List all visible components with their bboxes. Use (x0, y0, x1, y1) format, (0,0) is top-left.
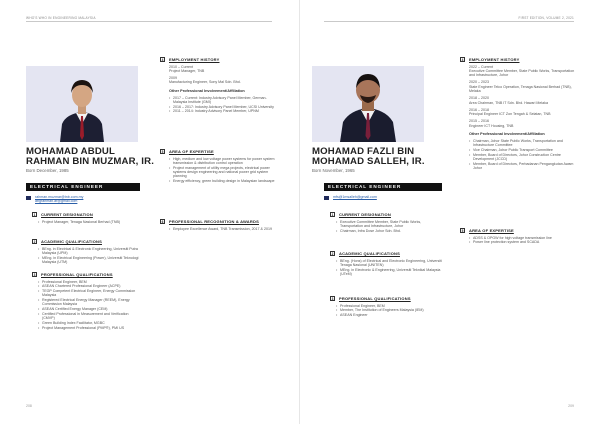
section-title: ACADEMIC QUALIFICATIONS (339, 251, 400, 256)
section-number: 5 (461, 228, 464, 233)
running-header: WHO'S WHO IN ENGINEERING MALAYSIA (26, 16, 96, 20)
list-item: • Chairman, Infra Dose Johor Sdn. Bhd. (336, 229, 445, 233)
email-icon (324, 196, 329, 200)
section-title: PROFESSIONAL QUALIFICATIONS (339, 296, 411, 301)
section-current-designation (32, 212, 142, 224)
list-item: • Vice Chairman, Johor Public Transport Committee (469, 148, 578, 152)
section-title: CURRENT DESIGNATION (41, 212, 93, 217)
person-name-line1: MOHAMAD ABDUL (26, 146, 115, 157)
right-page (300, 0, 600, 424)
employment-years: 2022 – Current (469, 64, 493, 69)
employment-years: 2020 – 2023 (469, 80, 489, 85)
section-title: EMPLOYMENT HISTORY (169, 57, 220, 62)
employment-role: Executive Committee Member, State Public Works, Transportation and Infrastructure, Johor (469, 68, 575, 78)
list-item: • Certified Professional in Measurement and Verification (CMVP) (38, 312, 142, 321)
list-item: • 2016 – 2017: Industry Advisory Panel Member, UCSI University (169, 105, 280, 109)
list-item: • MEng. in Electronic & Engineering, Universiti Teknikal Malaysia (UTeM) (336, 268, 445, 277)
affiliation-subtitle: Other Professional Involvement/Affiliation (169, 88, 245, 93)
person-name-line2: MOHAMAD SALLEH, IR. (312, 156, 425, 167)
list-item: • Executive Committee Member, State Public Works, Transportation and Infrastructure, Johor (336, 220, 445, 229)
section-title: PROFESSIONAL RECOGNITION & AWARDS (169, 219, 259, 224)
list-item: • Member, Board of Directors, Johor Construction Centre Development (JCCD) (469, 153, 578, 162)
employment-role: Principal Engineer ICT Zon Tengah & Selatan, TNB (469, 112, 551, 117)
list-item: • Project Manager, Tenaga Nasional Berhad (TNB) (38, 220, 142, 224)
email-row (324, 195, 377, 200)
section-number: 3 (33, 272, 36, 277)
employment-role: Engineer ICT Housing, TNB (469, 123, 514, 128)
running-header: FIRST EDITION, VOLUME 2, 2021 (518, 16, 574, 20)
section-number: 4 (461, 57, 464, 62)
list-item: • Employee Excellence Award, TNB Transmission, 2017 & 2019 (169, 227, 280, 231)
section-recognition-awards (160, 219, 280, 231)
list-item: • Registered Electrical Energy Manager (REEM), Energy Commission Malaysia (38, 298, 142, 307)
section-academic-qualifications (32, 239, 142, 265)
list-item: • Chairman, Johor State Public Works, Transportation and Infrastructure Committee (469, 139, 578, 148)
profile-photo (26, 66, 138, 142)
section-number: 1 (331, 212, 334, 217)
role-banner: ELECTRICAL ENGINEER (324, 183, 442, 191)
list-item: • ADSS & OPGW for high voltage transmission line (469, 236, 578, 240)
section-title: AREA OF EXPERTISE (469, 228, 514, 233)
section-professional-qualifications (32, 272, 142, 331)
section-title: AREA OF EXPERTISE (169, 149, 214, 154)
section-title: EMPLOYMENT HISTORY (469, 57, 520, 62)
list-item: • BEng. in Electrical & Electronic Engineering, Universiti Putra Malaysia (UPM) (38, 247, 142, 256)
section-title: ACADEMIC QUALIFICATIONS (41, 239, 102, 244)
employment-years: 2009 (169, 76, 177, 81)
page-number: 208 (26, 404, 32, 408)
section-professional-qualifications (330, 296, 445, 318)
list-item: • 2017 – Current: Industry Advisory Panel Member, German-Malaysia Institute (GMI) (169, 96, 280, 105)
section-number: 5 (161, 149, 164, 154)
employment-role: State Engineer Telco Operation, Tenaga Nasional Berhad (TNB), Melaka (469, 84, 572, 93)
section-number: 6 (161, 219, 164, 224)
section-title: PROFESSIONAL QUALIFICATIONS (41, 272, 113, 277)
section-academic-qualifications (330, 251, 445, 277)
section-number: 3 (331, 296, 334, 301)
portrait-image (312, 66, 424, 142)
employment-role: Manufacturing Engineer, Sony Mal Sdn. Bhd. (169, 80, 241, 85)
list-item: • Professional Engineer, BEM (38, 280, 142, 284)
list-item: • ASEAN Certified Energy Manager (CEM) (38, 307, 142, 311)
list-item: • Project management of utility mega projects, electrical power systems design engineering and national power grid system planning (169, 166, 280, 179)
section-title: CURRENT DESIGNATION (339, 212, 391, 217)
employment-years: 2018 – 2020 (469, 96, 489, 101)
list-item: • Project Management Professional (PMP®), PMI US (38, 326, 142, 330)
person-name-line2: RAHMAN BIN MUZMAR, IR. (26, 156, 155, 167)
list-item: • BEng. (Hons) of Electrical and Electronic Engineering, Universiti Tenaga Nasional (UNITEN) (336, 259, 445, 268)
list-item: • Member, The Institution of Engineers Malaysia (IEM) (336, 308, 445, 312)
email-link[interactable]: mfs@1msalleh@gmail.com (333, 195, 377, 199)
section-area-of-expertise (160, 149, 280, 184)
person-name-line1: MOHAMAD FAZLI BIN (312, 146, 415, 157)
role-banner: ELECTRICAL ENGINEER (26, 183, 140, 191)
list-item: • MEng. in Electrical Engineering (Power), Universiti Teknologi Malaysia (UTM) (38, 256, 142, 265)
section-number: 2 (331, 251, 334, 256)
email-icon (26, 196, 31, 200)
employment-years: 2015 – 2016 (469, 119, 489, 124)
list-item: • TEGP Competent Electrical Engineer, Energy Commission Malaysia (38, 289, 142, 298)
page-number: 209 (568, 404, 574, 408)
email-row (26, 195, 83, 204)
profile-photo (312, 66, 424, 142)
birth-date: Born November, 1965 (312, 168, 355, 173)
list-item: • Power line protection system and SCADA (469, 240, 578, 244)
section-number: 4 (161, 57, 164, 62)
section-employment-history (460, 57, 578, 171)
employment-role: Project Manager, TNB (169, 68, 205, 73)
employment-years: 2016 – 2018 (469, 107, 489, 112)
list-item: • Member, Board of Directors, Perbadanan Pengangkutan Awam Johor (469, 162, 578, 171)
list-item: • ASEAN Chartered Professional Engineer (ACPE) (38, 284, 142, 288)
list-item: • Energy efficiency, green building design in Malaysian landscape (169, 179, 280, 183)
list-item: • ASEAN Engineer (336, 313, 445, 317)
list-item: • 2011 – 2014: Industry Advisory Panel Member, UPNM (169, 109, 280, 113)
section-number: 1 (33, 212, 36, 217)
birth-date: Born December, 1985 (26, 168, 69, 173)
employment-role: Area Chairman, TNB IT Sdn. Bhd. Hawari Melaka (469, 100, 548, 105)
header-rule (26, 21, 272, 22)
list-item: • Professional Engineer, BEM (336, 304, 445, 308)
header-rule (324, 21, 574, 22)
section-number: 2 (33, 239, 36, 244)
section-area-of-expertise (460, 228, 578, 245)
affiliation-subtitle: Other Professional Involvement/Affiliation (469, 132, 545, 137)
email-link[interactable]: abgrahman.ar@gmail.com (35, 199, 78, 204)
section-current-designation (330, 212, 445, 233)
list-item: • High, medium and low voltage power systems for power system transmission & distribution control operation (169, 157, 280, 166)
portrait-image (26, 66, 138, 142)
list-item: • Green Building Index Facilitator, MGBC (38, 321, 142, 325)
section-employment-history (160, 57, 280, 114)
employment-years: 2010 – Current (169, 64, 193, 69)
email-link[interactable]: rahman.muzmar@tnb.com.my (35, 195, 84, 199)
